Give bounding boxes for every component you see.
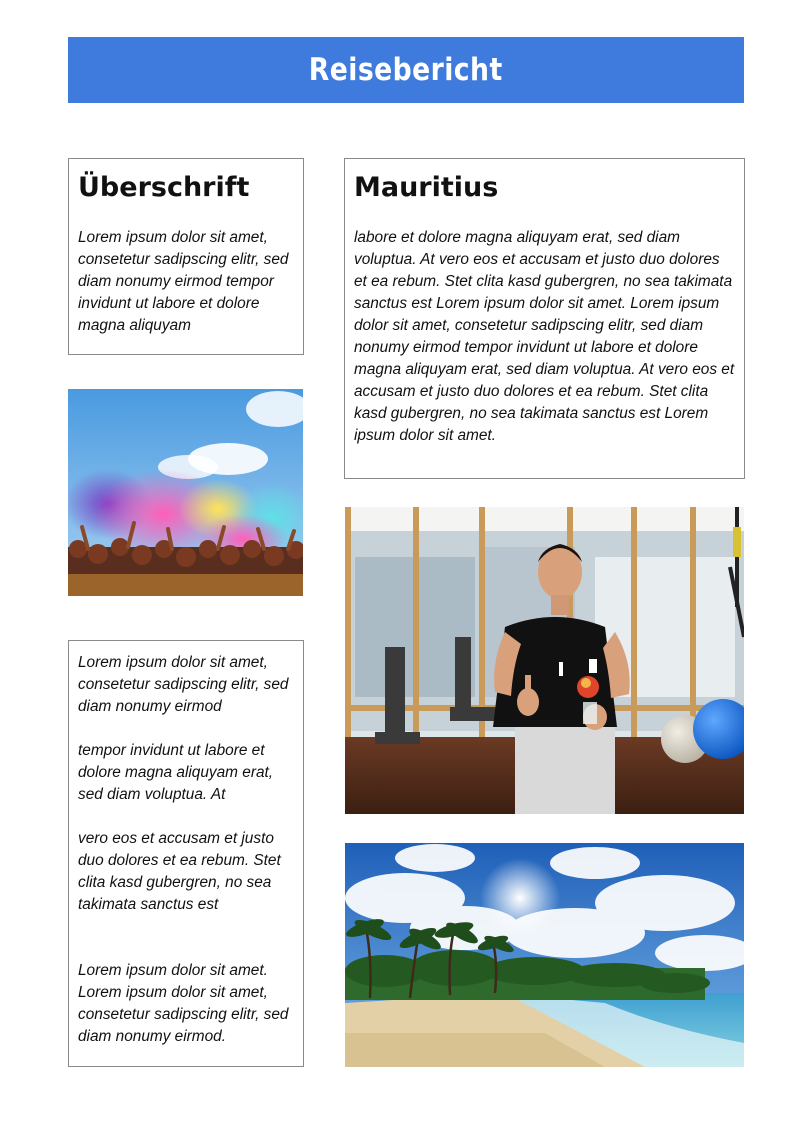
- text-box-intro: [68, 158, 304, 355]
- gym-trainer-photo: [345, 507, 744, 814]
- box-heading: Mauritius: [354, 172, 499, 203]
- text-box-mauritius: [344, 158, 745, 479]
- holi-festival-photo: [68, 389, 303, 596]
- title-banner: [68, 37, 744, 103]
- beach-photo: [345, 843, 744, 1067]
- page-title: Reisebericht: [309, 52, 503, 88]
- box-text: Lorem ipsum dolor sit amet, consetetur sadipscing elitr, sed diam nonumy eirmod tempor invidunt ut labore et dolore magna aliquyam erat, sed diam voluptua. At vero eos et accusam et justo duo dolores et ea rebum. Stet clita kasd gubergren, no sea takimata sanctus est Lorem ipsum dolor sit amet. Lorem ipsum dolor sit amet, consetetur sadipscing elitr, sed diam nonumy eirmod.: [78, 654, 289, 1045]
- text-box-notes: [68, 640, 304, 1067]
- box-text: Lorem ipsum dolor sit amet, consetetur sadipscing elitr, sed diam nonumy eirmod tempor invidunt ut labore et dolore magna aliquyam: [78, 229, 289, 334]
- box-heading: Überschrift: [78, 172, 250, 203]
- box-text: labore et dolore magna aliquyam erat, sed diam voluptua. At vero eos et accusam et justo duo dolores et ea rebum. Stet clita kasd gubergren, no sea takimata sanctus est Lorem ipsum dolor sit amet. Lorem ipsum dolor sit amet, consetetur sadipscing elitr, sed diam nonumy eirmod tempor invidunt ut labore et dolore magna aliquyam erat, sed diam voluptua. At vero eos et accusam et justo duo dolores et ea rebum. Stet clita kasd gubergren, no sea takimata sanctus est Lorem ipsum dolor sit amet.: [354, 229, 735, 444]
